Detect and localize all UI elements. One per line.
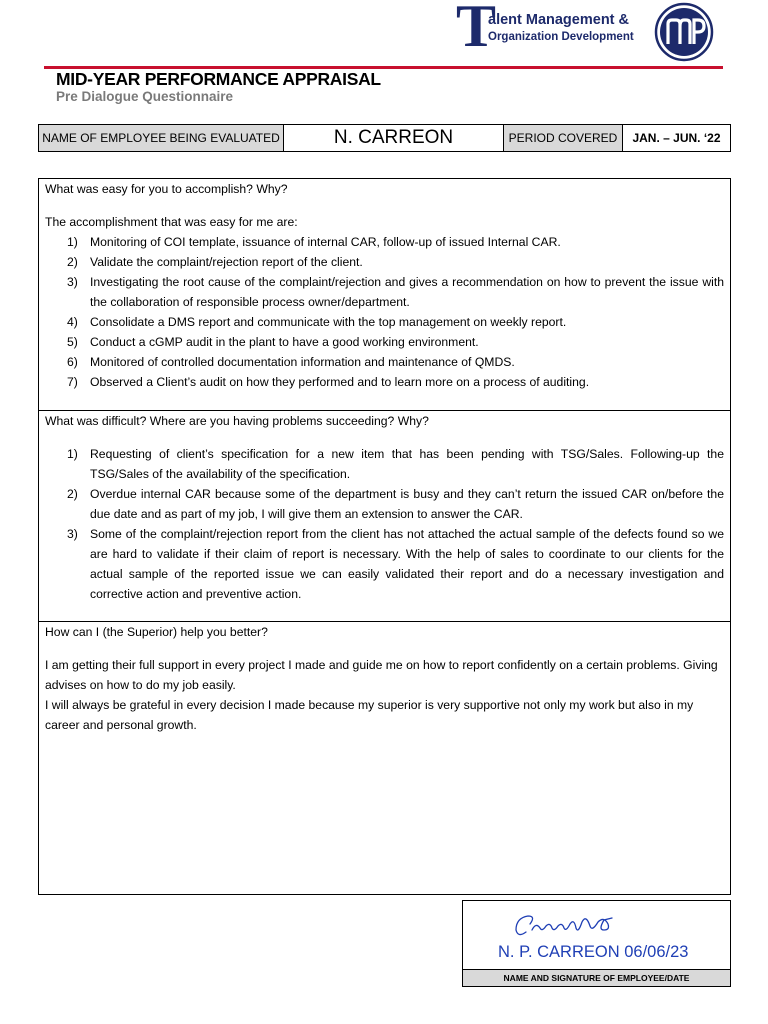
list-item (45, 444, 724, 484)
list-text: Some of the complaint/rejection report from the client has not attached the actual sample of the defects found so we are hard to validate if their claim of report is necessary. With the help of sales to coordinate to our clients for the actual sample of the reported issue we can easily validated their report and do a necessary investigation and corrective action and preventive action. (90, 527, 724, 601)
list-text: Monitored of controlled documentation information and maintenance of QMDS. (90, 355, 515, 369)
section-help (39, 622, 730, 894)
period-covered-value: JAN. – JUN. ‘22 (632, 131, 721, 145)
list-item (45, 484, 724, 524)
question-difficult: What was difficult? Where are you having problems succeeding? Why? (45, 414, 429, 428)
signature-name-date: N. P. CARREON 06/06/23 (498, 943, 689, 961)
list-number: 5) (67, 335, 78, 349)
company-logo-icon (654, 2, 714, 62)
list-number: 7) (67, 375, 78, 389)
list-item (45, 312, 724, 332)
logo-text-line1: alent Management & (488, 12, 629, 28)
list-item (45, 272, 724, 312)
handwritten-signature-icon (512, 908, 622, 944)
list-text: Validate the complaint/rejection report of the client. (90, 255, 363, 269)
list-number: 2) (67, 487, 78, 501)
question-help: How can I (the Superior) help you better? (45, 625, 268, 639)
list-number: 4) (67, 315, 78, 329)
list-number: 3) (67, 275, 78, 289)
list-number: 2) (67, 255, 78, 269)
document-subtitle: Pre Dialogue Questionnaire (56, 89, 234, 104)
list-item (45, 524, 724, 604)
list-item (45, 352, 724, 372)
list-number: 6) (67, 355, 78, 369)
easy-list (45, 232, 724, 392)
list-item (45, 372, 724, 392)
help-paragraph-2: I will always be grateful in every decision I made because my superior is very supportive not only my work but also in my career and personal growth. (45, 698, 694, 732)
list-text: Investigating the root cause of the complaint/rejection and gives a recommendation on how to prevent the issue with the collaboration of responsible process owner/department. (90, 275, 724, 309)
logo-letter: T (456, 0, 497, 59)
list-text: Requesting of client’s specification for a new item that has been pending with TSG/Sales. Following-up the TSG/Sales of the availability of the specification. (90, 447, 724, 481)
help-paragraph-1: I am getting their full support in every project I made and guide me on how to report confidently on a certain problems. Giving advises on how to do my job easily. (45, 658, 718, 692)
easy-intro: The accomplishment that was easy for me are: (45, 215, 298, 229)
list-text: Monitoring of COI template, issuance of internal CAR, follow-up of issued Internal CAR. (90, 235, 561, 249)
difficult-list (45, 444, 724, 604)
list-text: Overdue internal CAR because some of the department is busy and they can’t return the issued CAR on/before the due date and as part of my job, I will give them an extension to answer the CAR. (90, 487, 724, 521)
period-covered-label: PERIOD COVERED (504, 125, 623, 151)
question-easy: What was easy for you to accomplish? Why? (45, 182, 288, 196)
list-number: 1) (67, 447, 78, 461)
section-difficult (39, 411, 730, 622)
list-item (45, 332, 724, 352)
list-item (45, 252, 724, 272)
employee-name-label: NAME OF EMPLOYEE BEING EVALUATED (39, 125, 284, 151)
list-text: Consolidate a DMS report and communicate with the top management on weekly report. (90, 315, 567, 329)
section-easy (39, 179, 730, 411)
logo-text-line2: Organization Development (488, 31, 634, 43)
list-text: Observed a Client’s audit on how they performed and to learn more on a process of auditing. (90, 375, 590, 389)
document-title: MID-YEAR PERFORMANCE APPRAISAL (56, 69, 381, 89)
list-item (45, 232, 724, 252)
questionnaire-box (38, 178, 731, 895)
signature-label: NAME AND SIGNATURE OF EMPLOYEE/DATE (462, 969, 731, 987)
list-number: 3) (67, 527, 78, 541)
list-number: 1) (67, 235, 78, 249)
employee-name-value: N. CARREON (284, 125, 504, 151)
list-text: Conduct a cGMP audit in the plant to have a good working environment. (90, 335, 479, 349)
employee-info-table (38, 124, 731, 152)
